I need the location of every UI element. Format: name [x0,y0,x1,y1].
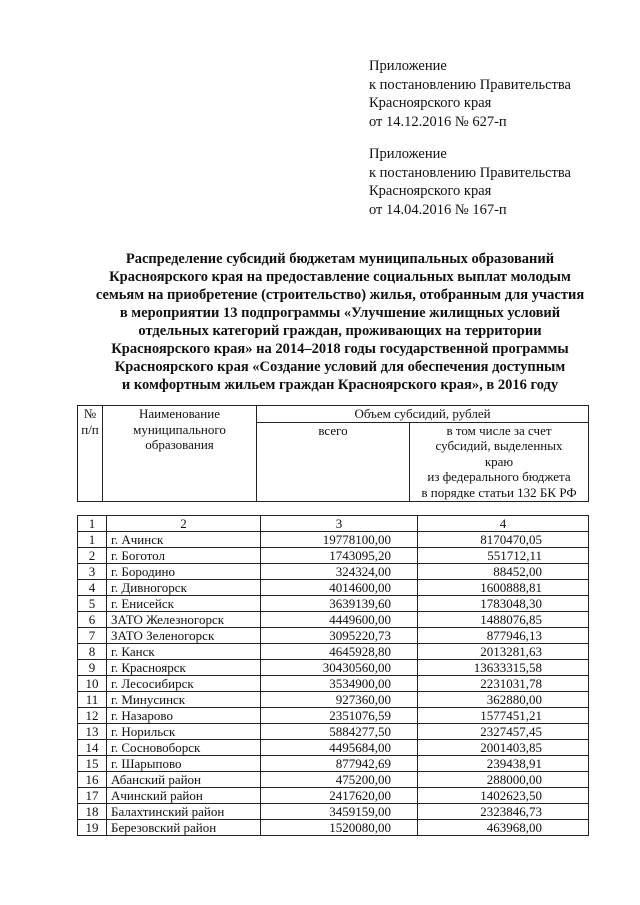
subsidy-total: 4495684,00 [261,740,418,756]
appendix-1-line-2: к постановлению Правительства [369,76,571,93]
municipality-name: г. Красноярск [107,660,261,676]
subsidy-total: 30430560,00 [261,660,418,676]
table-row [78,692,589,708]
municipality-name: Ачинский район [107,788,261,804]
municipality-name: Абанский район [107,772,261,788]
municipality-name: ЗАТО Железногорск [107,612,261,628]
subsidy-federal: 239438,91 [418,756,589,772]
header-federal-line: в том числе за счет [446,422,552,438]
subsidy-federal: 2327457,45 [418,724,589,740]
column-number: 1 [78,516,107,532]
table-row [78,628,589,644]
table-row [78,580,589,596]
table-row [78,676,589,692]
subsidy-total: 19778100,00 [261,532,418,548]
appendix-block-2 [369,145,571,219]
header-col-no: № п/п [78,406,103,502]
subsidy-total: 1520080,00 [261,820,418,836]
row-number: 14 [78,740,107,756]
row-number: 12 [78,708,107,724]
title-line: Красноярского края на предоставление социальных выплат молодым [109,269,571,285]
subsidy-total: 2351076,59 [261,708,418,724]
subsidy-total: 3095220,73 [261,628,418,644]
municipality-name: г. Лесосибирск [107,676,261,692]
column-number: 3 [261,516,418,532]
table-row [78,756,589,772]
row-number: 19 [78,820,107,836]
row-number: 18 [78,804,107,820]
column-number: 2 [107,516,261,532]
municipality-name: ЗАТО Зеленогорск [107,628,261,644]
subsidy-federal: 877946,13 [418,628,589,644]
subsidy-total: 4645928,80 [261,644,418,660]
subsidy-federal: 551712,11 [418,548,589,564]
table-row [78,660,589,676]
appendix-2-line-1: Приложение [369,146,447,162]
municipality-name: г. Канск [107,644,261,660]
row-number: 17 [78,788,107,804]
table-row [78,820,589,836]
header-col-federal [410,422,589,502]
row-number: 3 [78,564,107,580]
subsidy-federal: 13633315,58 [418,660,589,676]
municipality-name: г. Сосновоборск [107,740,261,756]
header-federal-line: из федерального бюджета [427,469,571,484]
subsidy-federal: 1577451,21 [418,708,589,724]
row-number: 8 [78,644,107,660]
appendix-2-line-4: от 14.04.2016 № 167-п [369,201,507,218]
subsidy-total: 2417620,00 [261,788,418,804]
header-federal-line: субсидий, выделенных [435,438,563,453]
subsidy-federal: 1488076,85 [418,612,589,628]
subsidy-total: 475200,00 [261,772,418,788]
subsidy-total: 927360,00 [261,692,418,708]
subsidy-federal: 463968,00 [418,820,589,836]
subsidy-federal: 362880,00 [418,692,589,708]
subsidy-federal: 2323846,73 [418,804,589,820]
title-line: семьям на приобретение (строительство) жилья, отобранным для участия [95,287,585,303]
table-row [78,788,589,804]
appendix-2-line-2: к постановлению Правительства [369,164,571,181]
row-number: 6 [78,612,107,628]
municipality-name: г. Боготол [107,548,261,564]
table-row [78,724,589,740]
table-row [78,772,589,788]
subsidy-federal: 1783048,30 [418,596,589,612]
row-number: 9 [78,660,107,676]
subsidy-federal: 2001403,85 [418,740,589,756]
title-line: Красноярского края» на 2014–2018 годы государственной программы [111,341,569,357]
municipality-name: г. Норильск [107,724,261,740]
column-number-row [78,516,589,532]
table-row [78,532,589,548]
appendix-1-line-4: от 14.12.2016 № 627-п [369,113,507,130]
header-federal-line: краю [484,453,514,469]
header-col-name: Наименование муниципального образования [103,406,257,502]
title-line: отдельных категорий граждан, проживающих на территории [138,323,542,339]
subsidy-federal: 2013281,63 [418,644,589,660]
row-number: 2 [78,548,107,564]
table-row [78,708,589,724]
header-col-total: всего [257,422,410,502]
municipality-name: г. Минусинск [107,692,261,708]
table-row [78,804,589,820]
row-number: 11 [78,692,107,708]
appendix-1-line-1: Приложение [369,58,447,74]
subsidy-total: 3459159,00 [261,804,418,820]
subsidy-total: 4449600,00 [261,612,418,628]
table-row [78,564,589,580]
subsidy-table-body [78,516,589,836]
municipality-name: г. Дивногорск [107,580,261,596]
row-number: 15 [78,756,107,772]
municipality-name: г. Назарово [107,708,261,724]
row-number: 1 [78,532,107,548]
row-number: 13 [78,724,107,740]
subsidy-federal: 2231031,78 [418,676,589,692]
municipality-name: Балахтинский район [107,804,261,820]
municipality-name: г. Бородино [107,564,261,580]
subsidy-table [77,515,589,836]
subsidy-total: 4014600,00 [261,580,418,596]
subsidy-federal: 88452,00 [418,564,589,580]
table-row [78,596,589,612]
subsidy-total: 1743095,20 [261,548,418,564]
table-row [78,612,589,628]
subsidy-total: 3639139,60 [261,596,418,612]
table-row [78,740,589,756]
row-number: 5 [78,596,107,612]
subsidy-federal: 1600888,81 [418,580,589,596]
row-number: 16 [78,772,107,788]
table-header [77,405,589,502]
municipality-name: г. Енисейск [107,596,261,612]
row-number: 7 [78,628,107,644]
table-row [78,548,589,564]
subsidy-federal: 288000,00 [418,772,589,788]
subsidy-total: 5884277,50 [261,724,418,740]
subsidy-federal: 1402623,50 [418,788,589,804]
appendix-block-1 [369,57,571,131]
header-federal-line: в порядке статьи 132 БК РФ [421,484,577,500]
title-line: и комфортным жильем граждан Красноярского края», в 2016 году [121,377,559,393]
title-line: Красноярского края «Создание условий для обеспечения доступным [114,359,566,375]
subsidy-total: 324324,00 [261,564,418,580]
subsidy-total: 3534900,00 [261,676,418,692]
column-number: 4 [418,516,589,532]
title-line: Распределение субсидий бюджетам муниципальных образований [125,251,555,267]
title-line: в мероприятии 13 подпрограммы «Улучшение жилищных условий [119,305,561,321]
municipality-name: г. Шарыпово [107,756,261,772]
municipality-name: Березовский район [107,820,261,836]
appendix-1-line-3: Красноярского края [369,95,492,111]
table-row [78,644,589,660]
municipality-name: г. Ачинск [107,532,261,548]
row-number: 4 [78,580,107,596]
subsidy-federal: 8170470,05 [418,532,589,548]
subsidy-total: 877942,69 [261,756,418,772]
document-title [60,250,620,394]
row-number: 10 [78,676,107,692]
appendix-2-line-3: Красноярского края [369,183,492,199]
header-col-volume: Объем субсидий, рублей [257,406,589,423]
